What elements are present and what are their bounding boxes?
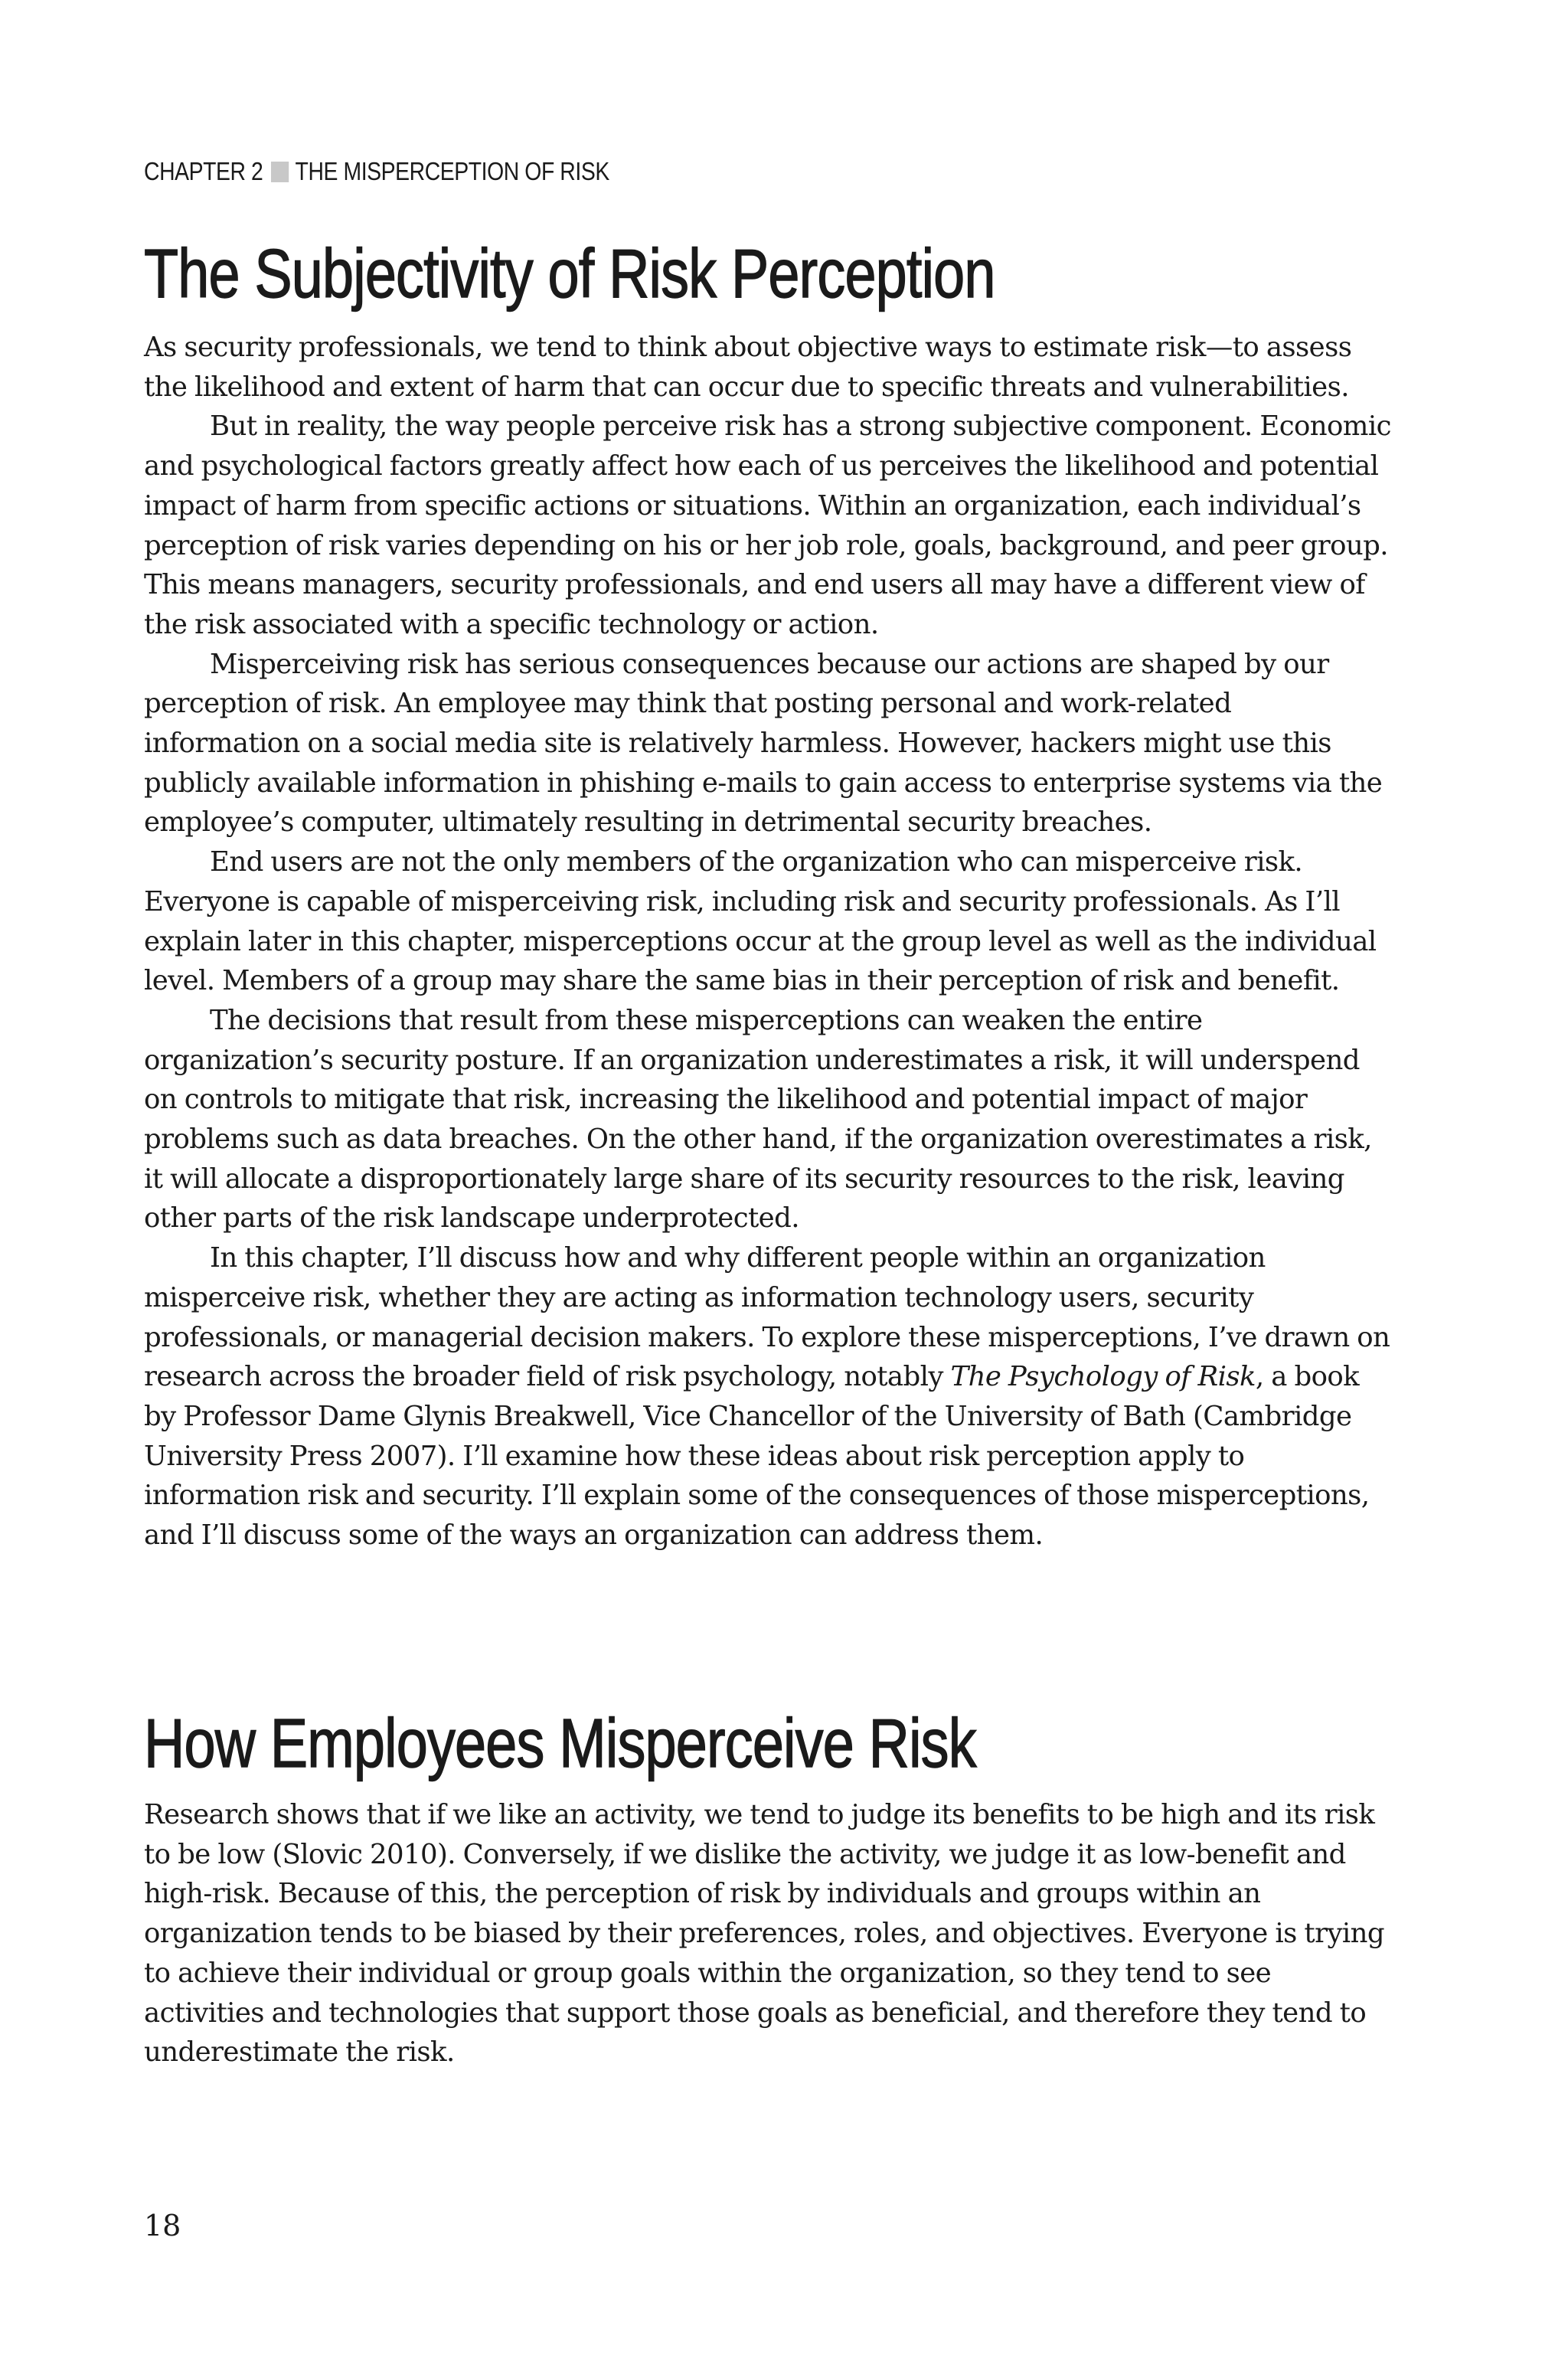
paragraph-text: , a book by Professor Dame Glynis Breakwell, Vice Chancellor of the University of Bath (Cambridge University Press 2007). I’ll examine how these ideas about risk perception apply to information risk and security. I’ll explain some of the consequences of those misperceptions, and I’ll discuss some of the ways an organization can address them. [144, 1361, 1370, 1552]
paragraph: Research shows that if we like an activity, we tend to judge its benefits to be high and its risk to be low (Slovic 2010). Conversely, if we dislike the activity, we judge it as low-benefit and high-risk. Because of this, the perception of risk by individuals and groups within an organization tends to be biased by their preferences, roles, and objectives. Everyone is trying to achieve their individual or group goals within the organization, so they tend to see activities and technologies that support those goals as beneficial, and therefore they tend to underestimate the risk. [144, 1799, 1385, 2069]
section-heading-employees: How Employees Misperceive Risk [144, 1706, 976, 1782]
running-head-title: THE MISPERCEPTION OF RISK [295, 157, 609, 185]
paragraph-with-citation [144, 1238, 1392, 1555]
paragraph: The decisions that result from these misperceptions can weaken the entire organization’s security posture. If an organization underestimates a risk, it will underspend on controls to mitigate that risk, increasing the likelihood and potential impact of major problems such as data breaches. On the other hand, if the organization overestimates a risk, it will allocate a disproportionately large share of its security resources to the risk, leaving other parts of the risk landscape underprotected. [144, 1004, 1372, 1235]
paragraph: But in reality, the way people perceive risk has a strong subjective component. Economic and psychological factors greatly affect how each of us perceives the likelihood and potential impact of harm from specific actions or situations. Within an organization, each individual’s perception of risk varies depending on his or her job role, goals, background, and peer group. This means managers, security professionals, and end users all may have a different view of the risk associated with a specific technology or action. [144, 411, 1391, 640]
running-head-chapter: CHAPTER 2 [144, 157, 263, 185]
section-body-subjectivity [144, 328, 1392, 1555]
page-number: 18 [144, 2209, 181, 2242]
section-heading-subjectivity: The Subjectivity of Risk Perception [144, 236, 995, 312]
paragraph: End users are not the only members of the organization who can misperceive risk. Everyone is capable of misperceiving risk, including risk and security professionals. As I’ll explain later in this chapter, misperceptions occur at the group level as well as the individual level. Members of a group may share the same bias in their perception of risk and benefit. [144, 846, 1377, 997]
paragraph: Misperceiving risk has serious consequences because our actions are shaped by our perception of risk. An employee may think that posting personal and work-related information on a social media site is relatively harmless. However, hackers might use this publicly available information in phishing e-mails to gain access to enterprise systems via the employee’s computer, ultimately resulting in detrimental security breaches. [144, 648, 1383, 839]
running-head [144, 157, 609, 186]
paragraph-text: In this chapter, I’ll discuss how and why different people within an organization misperceive risk, whether they are acting as information technology users, security professionals, or managerial decision makers. To explore these misperceptions, I’ve drawn on research across the broader field of risk psychology, notably [144, 1242, 1390, 1393]
section-body-employees [144, 1795, 1392, 2072]
running-head-separator-icon [271, 162, 289, 182]
book-title-italic: The Psychology of Risk [950, 1361, 1256, 1393]
paragraph: As security professionals, we tend to think about objective ways to estimate risk—to assess the likelihood and extent of harm that can occur due to specific threats and vulnerabilities. [144, 332, 1352, 403]
